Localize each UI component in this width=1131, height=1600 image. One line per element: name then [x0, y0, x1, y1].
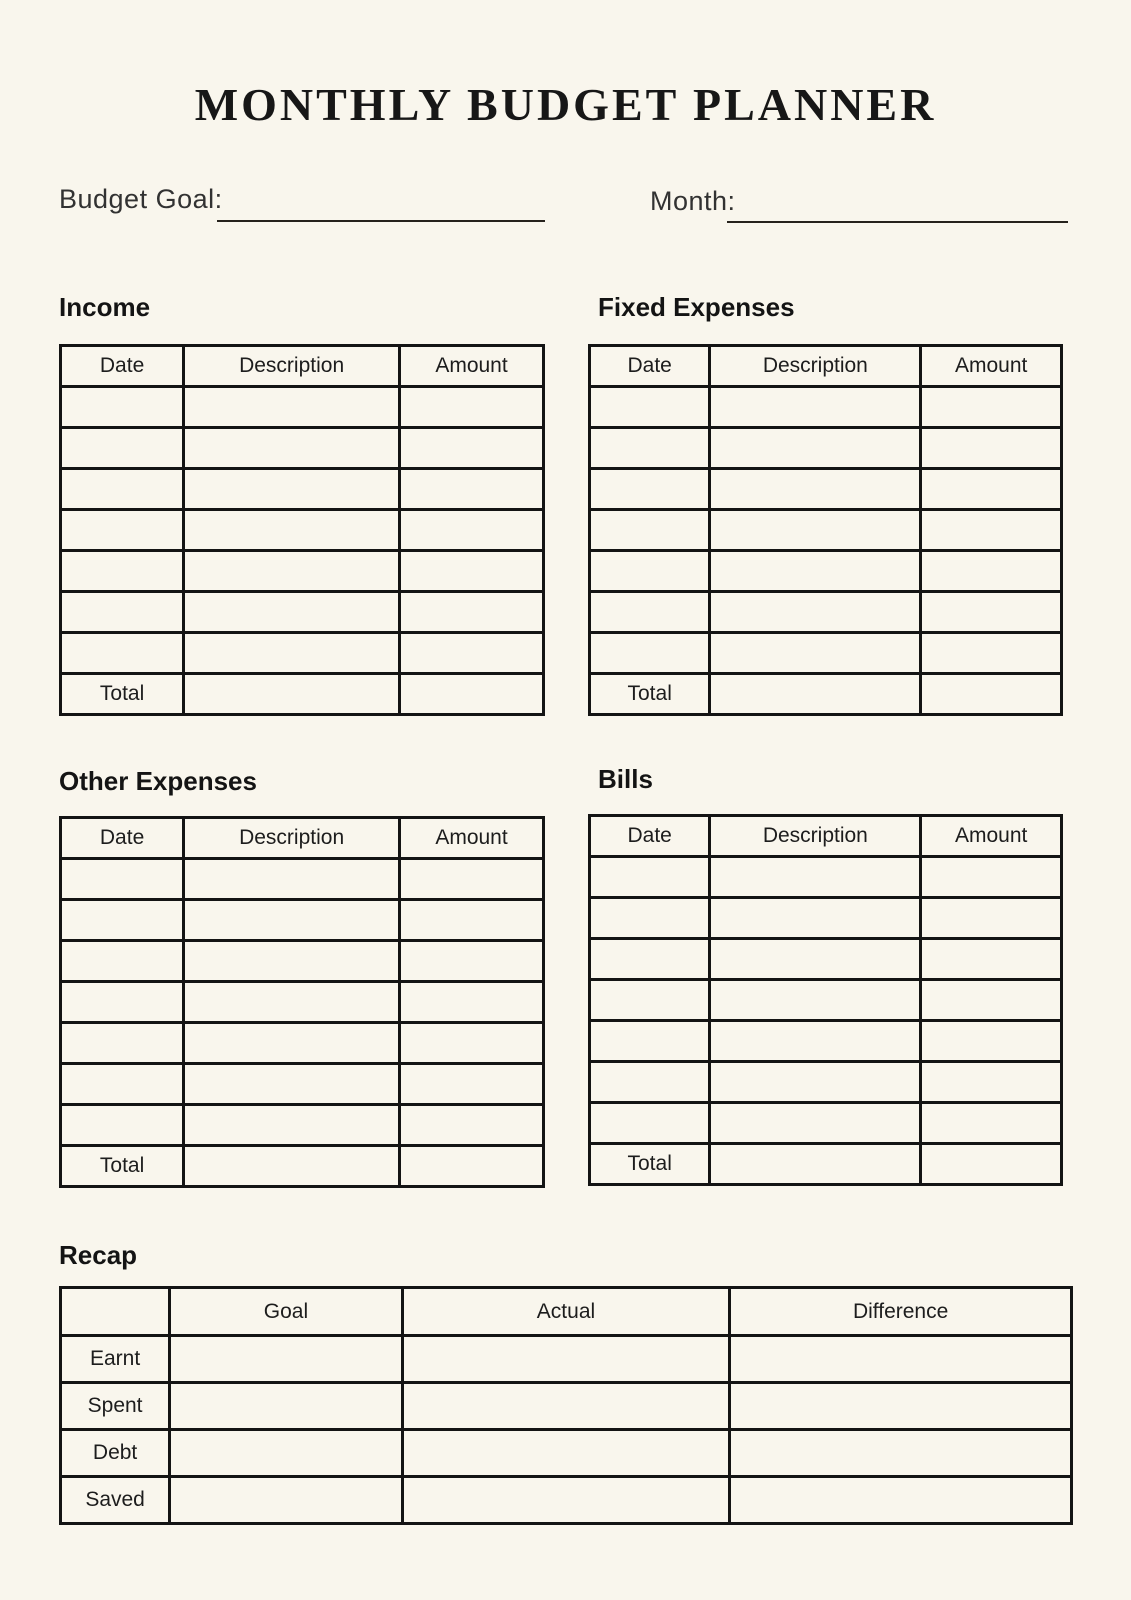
column-header-description: Description	[184, 346, 400, 387]
empty-cell[interactable]	[590, 857, 710, 898]
empty-cell[interactable]	[590, 1021, 710, 1062]
empty-cell[interactable]	[400, 1023, 544, 1064]
empty-cell[interactable]	[400, 1146, 544, 1187]
empty-cell[interactable]	[184, 1146, 400, 1187]
column-header-amount: Amount	[921, 816, 1062, 857]
row-label-saved: Saved	[61, 1477, 170, 1524]
empty-cell[interactable]	[400, 941, 544, 982]
header-row	[61, 818, 544, 859]
empty-cell[interactable]	[590, 1103, 710, 1144]
table-row	[61, 859, 544, 900]
section-title-recap: Recap	[59, 1240, 138, 1270]
empty-cell[interactable]	[400, 387, 544, 428]
table-row	[61, 900, 544, 941]
empty-cell[interactable]	[61, 387, 184, 428]
table-row	[61, 592, 544, 633]
empty-cell[interactable]	[710, 898, 921, 939]
row-label-earnt: Earnt	[61, 1336, 170, 1383]
empty-cell[interactable]	[921, 898, 1062, 939]
empty-cell[interactable]	[710, 980, 921, 1021]
empty-cell[interactable]	[184, 1023, 400, 1064]
empty-cell[interactable]	[730, 1430, 1072, 1477]
table-row	[61, 1383, 1072, 1430]
budget-goal-field[interactable]	[217, 220, 545, 222]
empty-cell[interactable]	[921, 633, 1062, 674]
empty-cell[interactable]	[921, 980, 1062, 1021]
total-label: Total	[61, 1146, 184, 1187]
empty-cell[interactable]	[184, 941, 400, 982]
empty-cell[interactable]	[590, 428, 710, 469]
table-row	[590, 857, 1062, 898]
total-label: Total	[590, 674, 710, 715]
total-label: Total	[61, 674, 184, 715]
empty-cell[interactable]	[710, 469, 921, 510]
empty-cell[interactable]	[184, 1064, 400, 1105]
empty-cell[interactable]	[61, 633, 184, 674]
empty-cell[interactable]	[710, 1062, 921, 1103]
table-row	[590, 551, 1062, 592]
empty-cell[interactable]	[590, 469, 710, 510]
empty-cell[interactable]	[710, 592, 921, 633]
empty-cell[interactable]	[921, 551, 1062, 592]
table-row	[61, 510, 544, 551]
header-row	[590, 816, 1062, 857]
empty-cell[interactable]	[730, 1383, 1072, 1430]
empty-cell[interactable]	[61, 1023, 184, 1064]
table-row	[61, 1477, 1072, 1524]
table-row	[590, 939, 1062, 980]
empty-cell[interactable]	[402, 1383, 730, 1430]
total-row	[61, 674, 544, 715]
fixed-expenses-table	[588, 344, 1063, 716]
empty-cell[interactable]	[170, 1477, 403, 1524]
empty-cell[interactable]	[184, 859, 400, 900]
table-row	[61, 1105, 544, 1146]
table-row	[590, 633, 1062, 674]
column-header-description: Description	[710, 346, 921, 387]
empty-cell[interactable]	[61, 1064, 184, 1105]
empty-cell[interactable]	[402, 1430, 730, 1477]
empty-cell[interactable]	[710, 633, 921, 674]
table-row	[61, 387, 544, 428]
empty-cell[interactable]	[730, 1477, 1072, 1524]
total-row	[590, 674, 1062, 715]
table-row	[590, 898, 1062, 939]
empty-cell[interactable]	[61, 510, 184, 551]
empty-cell[interactable]	[402, 1336, 730, 1383]
empty-cell[interactable]	[921, 1144, 1062, 1185]
empty-cell[interactable]	[921, 1021, 1062, 1062]
empty-cell[interactable]	[921, 857, 1062, 898]
table-row	[590, 510, 1062, 551]
section-title-fixed-expenses: Fixed Expenses	[598, 292, 795, 322]
empty-cell[interactable]	[184, 1105, 400, 1146]
column-header-blank	[61, 1288, 170, 1336]
empty-cell[interactable]	[710, 551, 921, 592]
empty-cell[interactable]	[61, 859, 184, 900]
table-row	[590, 592, 1062, 633]
table-row	[61, 1023, 544, 1064]
empty-cell[interactable]	[710, 857, 921, 898]
empty-cell[interactable]	[400, 469, 544, 510]
empty-cell[interactable]	[61, 941, 184, 982]
table-row	[590, 980, 1062, 1021]
empty-cell[interactable]	[61, 1105, 184, 1146]
empty-cell[interactable]	[61, 982, 184, 1023]
empty-cell[interactable]	[710, 387, 921, 428]
empty-cell[interactable]	[921, 939, 1062, 980]
income-table	[59, 344, 545, 716]
empty-cell[interactable]	[184, 982, 400, 1023]
column-header-date: Date	[590, 816, 710, 857]
empty-cell[interactable]	[400, 900, 544, 941]
empty-cell[interactable]	[61, 428, 184, 469]
empty-cell[interactable]	[61, 469, 184, 510]
empty-cell[interactable]	[400, 1064, 544, 1105]
column-header-date: Date	[61, 346, 184, 387]
empty-cell[interactable]	[710, 510, 921, 551]
empty-cell[interactable]	[590, 551, 710, 592]
empty-cell[interactable]	[61, 900, 184, 941]
empty-cell[interactable]	[400, 674, 544, 715]
empty-cell[interactable]	[590, 387, 710, 428]
empty-cell[interactable]	[400, 1105, 544, 1146]
table-row	[590, 1103, 1062, 1144]
table-row	[590, 469, 1062, 510]
empty-cell[interactable]	[710, 1021, 921, 1062]
month-label: Month:	[650, 186, 736, 216]
row-label-debt: Debt	[61, 1430, 170, 1477]
empty-cell[interactable]	[710, 428, 921, 469]
empty-cell[interactable]	[184, 469, 400, 510]
recap-table	[59, 1286, 1073, 1525]
table-row	[590, 387, 1062, 428]
page-title: MONTHLY BUDGET PLANNER	[194, 79, 937, 130]
empty-cell[interactable]	[710, 1103, 921, 1144]
empty-cell[interactable]	[184, 900, 400, 941]
empty-cell[interactable]	[400, 982, 544, 1023]
table-row	[61, 1430, 1072, 1477]
empty-cell[interactable]	[921, 1103, 1062, 1144]
empty-cell[interactable]	[710, 674, 921, 715]
bills-table	[588, 814, 1063, 1186]
empty-cell[interactable]	[400, 859, 544, 900]
column-header-date: Date	[61, 818, 184, 859]
empty-cell[interactable]	[921, 674, 1062, 715]
budget-goal-label: Budget Goal:	[59, 184, 223, 214]
section-title-other-expenses: Other Expenses	[59, 766, 257, 796]
empty-cell[interactable]	[61, 592, 184, 633]
empty-cell[interactable]	[402, 1477, 730, 1524]
column-header-difference: Difference	[730, 1288, 1072, 1336]
table-row	[590, 428, 1062, 469]
empty-cell[interactable]	[184, 674, 400, 715]
total-row	[590, 1144, 1062, 1185]
empty-cell[interactable]	[730, 1336, 1072, 1383]
empty-cell[interactable]	[400, 510, 544, 551]
empty-cell[interactable]	[184, 510, 400, 551]
column-header-description: Description	[710, 816, 921, 857]
total-row	[61, 1146, 544, 1187]
table-row	[590, 1021, 1062, 1062]
empty-cell[interactable]	[921, 428, 1062, 469]
empty-cell[interactable]	[590, 510, 710, 551]
table-row	[61, 982, 544, 1023]
empty-cell[interactable]	[590, 939, 710, 980]
empty-cell[interactable]	[921, 592, 1062, 633]
section-title-income: Income	[59, 292, 151, 322]
empty-cell[interactable]	[921, 387, 1062, 428]
empty-cell[interactable]	[400, 633, 544, 674]
table-row	[61, 469, 544, 510]
column-header-amount: Amount	[400, 346, 544, 387]
column-header-goal: Goal	[170, 1288, 403, 1336]
other-expenses-table	[59, 816, 545, 1188]
table-row	[61, 633, 544, 674]
empty-cell[interactable]	[400, 428, 544, 469]
column-header-amount: Amount	[921, 346, 1062, 387]
header-row	[590, 346, 1062, 387]
empty-cell[interactable]	[921, 1062, 1062, 1103]
empty-cell[interactable]	[184, 428, 400, 469]
empty-cell[interactable]	[590, 592, 710, 633]
empty-cell[interactable]	[184, 633, 400, 674]
table-row	[590, 1062, 1062, 1103]
month-field[interactable]	[727, 221, 1068, 223]
table-row	[61, 551, 544, 592]
empty-cell[interactable]	[61, 551, 184, 592]
column-header-amount: Amount	[400, 818, 544, 859]
header-row	[61, 346, 544, 387]
section-title-bills: Bills	[598, 764, 653, 794]
empty-cell[interactable]	[921, 469, 1062, 510]
table-row	[61, 1336, 1072, 1383]
empty-cell[interactable]	[590, 898, 710, 939]
empty-cell[interactable]	[400, 592, 544, 633]
column-header-actual: Actual	[402, 1288, 730, 1336]
table-row	[61, 428, 544, 469]
header-row	[61, 1288, 1072, 1336]
empty-cell[interactable]	[170, 1430, 403, 1477]
empty-cell[interactable]	[710, 939, 921, 980]
empty-cell[interactable]	[590, 1062, 710, 1103]
table-row	[61, 941, 544, 982]
empty-cell[interactable]	[170, 1336, 403, 1383]
empty-cell[interactable]	[170, 1383, 403, 1430]
empty-cell[interactable]	[710, 1144, 921, 1185]
table-row	[61, 1064, 544, 1105]
empty-cell[interactable]	[400, 551, 544, 592]
row-label-spent: Spent	[61, 1383, 170, 1430]
empty-cell[interactable]	[921, 510, 1062, 551]
column-header-description: Description	[184, 818, 400, 859]
empty-cell[interactable]	[184, 592, 400, 633]
empty-cell[interactable]	[184, 387, 400, 428]
empty-cell[interactable]	[590, 980, 710, 1021]
empty-cell[interactable]	[184, 551, 400, 592]
total-label: Total	[590, 1144, 710, 1185]
empty-cell[interactable]	[590, 633, 710, 674]
column-header-date: Date	[590, 346, 710, 387]
